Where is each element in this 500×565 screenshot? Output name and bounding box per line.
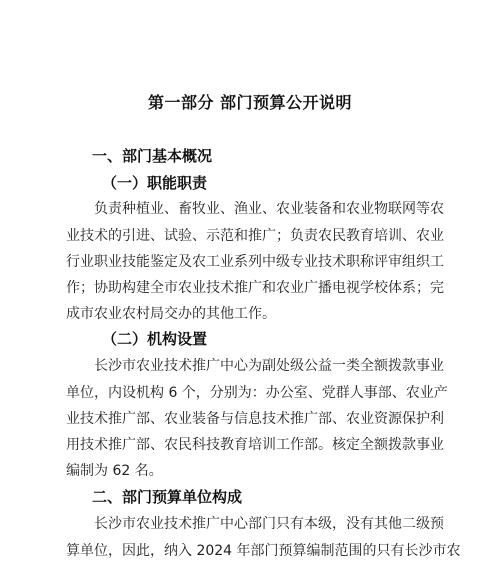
section-1-heading: 一、部门基本概况 bbox=[92, 147, 213, 165]
paragraph-line: 长沙市农业技术推广中心部门只有本级，没有其他二级预 bbox=[94, 516, 444, 532]
paragraph-line: 算单位，因此，纳入 2024 年部门预算编制范围的只有长沙市农 bbox=[66, 543, 461, 559]
section-2-heading: 二、部门预算单位构成 bbox=[92, 488, 243, 506]
paragraph-line: 长沙市农业技术推广中心为副处级公益一类全额拨款事业 bbox=[94, 358, 444, 374]
document-title: 第一部分 部门预算公开说明 bbox=[147, 93, 353, 112]
paragraph-line: 负责种植业、畜牧业、渔业、农业装备和农业物联网等农 bbox=[94, 201, 444, 217]
paragraph-line: 成市农业农村局交办的其他工作。 bbox=[66, 306, 276, 322]
paragraph-line: 行业职业技能鉴定及农工业系列中级专业技术职称评审组织工 bbox=[66, 254, 444, 270]
paragraph-line: 编制为 62 名。 bbox=[66, 463, 163, 479]
paragraph-line: 用技术推广部、农民科技教育培训工作部。核定全额拨款事业 bbox=[66, 437, 444, 453]
paragraph-line: 业技术的引进、试验、示范和推广；负责农民教育培训、农业 bbox=[66, 228, 444, 244]
section-1-2-heading: （二）机构设置 bbox=[102, 330, 208, 348]
paragraph-line: 业技术推广部、农业装备与信息技术推广部、农业资源保护利 bbox=[66, 411, 444, 427]
section-1-1-heading: （一）职能职责 bbox=[102, 174, 208, 192]
paragraph-line: 作；协助构建全市农业技术推广和农业广播电视学校体系；完 bbox=[66, 280, 444, 296]
paragraph-line: 单位，内设机构 6 个，分别为：办公室、党群人事部、农业产 bbox=[66, 385, 448, 401]
